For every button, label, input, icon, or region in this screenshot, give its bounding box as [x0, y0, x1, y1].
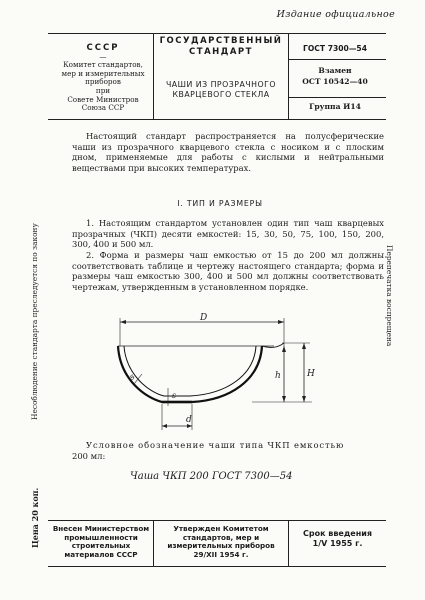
footer-submitted-line: Внесен Министерством: [52, 524, 150, 533]
header-bottom-border: [48, 119, 386, 120]
intro-paragraph: Настоящий стандарт распространяется на полусферические чаши из прозрачного кварцевого стекла с носиком и с плоским дном, применяемые для работы с кислыми и нейтральными веществами при высоких температурах.: [72, 131, 384, 173]
replaces-value: ОСТ 10542—40: [302, 77, 368, 86]
title-line1: ЧАШИ ИЗ ПРОЗРАЧНОГО: [165, 80, 277, 89]
designation-line1: Условное обозначение чаши типа ЧКП емкостью: [86, 440, 345, 450]
title-line2: КВАРЦЕВОГО СТЕКЛА: [172, 90, 270, 99]
document-title: [156, 80, 286, 100]
header-divider-left: [153, 33, 154, 120]
country-label: СССР: [86, 43, 120, 53]
footer-top-border: [48, 520, 386, 521]
committee-line: приборов: [85, 77, 121, 87]
edition-label: Издание официальное: [276, 9, 395, 20]
header-right-rule-2: [289, 97, 386, 98]
replaces-label: Взамен: [318, 66, 352, 75]
dim-H-label: H: [307, 369, 315, 379]
committee-line: Комитет стандартов,: [63, 60, 143, 70]
footer-approved: [156, 525, 286, 559]
issuing-authority: [53, 44, 153, 113]
header-divider-right: [288, 33, 289, 120]
committee-line: Совете Министров: [67, 94, 139, 104]
footer-effective-line: Срок введения: [302, 529, 372, 538]
standard-number: ГОСТ 7300—54: [303, 44, 367, 53]
header-right-rule-1: [289, 59, 386, 60]
footer-approved-line: измерительных приборов: [167, 541, 275, 551]
standard-type: [156, 36, 286, 58]
footer-bottom-border: [48, 566, 386, 567]
price-label: Цена 20 коп.: [30, 487, 40, 548]
footer-approved-line: Утвержден Комитетом: [173, 524, 269, 533]
designation-text: [72, 440, 372, 462]
dim-d-label: d: [186, 415, 192, 425]
committee-line: при: [95, 85, 111, 95]
group-code: Группа И14: [309, 102, 361, 111]
footer-divider-right: [288, 520, 289, 567]
standard-type-line2: СТАНДАРТ: [189, 47, 253, 57]
standard-type-line1: ГОСУДАРСТВЕННЫЙ: [159, 36, 283, 46]
footer-approved-line: стандартов, мер и: [182, 532, 260, 542]
committee-line: мер и измерительных: [61, 68, 145, 78]
dim-s-wall-label: s: [127, 371, 137, 382]
footer-submitted: [50, 525, 152, 559]
dash: —: [99, 51, 107, 61]
side-left-note: Несоблюдение стандарта преследуется по закону: [30, 223, 39, 420]
footer-divider-left: [153, 520, 154, 567]
committee-line: Союза ССР: [81, 103, 125, 113]
footer-submitted-line: материалов СССР: [64, 549, 138, 559]
side-right-note: Перепечатка воспрещена: [385, 245, 394, 347]
designation-example: Чаша ЧКП 200 ГОСТ 7300—54: [130, 471, 293, 482]
footer-effective: [290, 529, 385, 549]
footer-effective-line: 1/V 1955 г.: [312, 539, 363, 548]
section-title: I. ТИП И РАЗМЕРЫ: [177, 199, 263, 208]
footer-approved-line: 29/XII 1954 г.: [193, 549, 249, 559]
dim-D-label: D: [200, 313, 208, 323]
header-top-border: [48, 33, 386, 34]
clause-2: 2. Форма и размеры чаш емкостью от 15 до 200 мл должны соответствовать таблице и чертежу настоящего стандарта; форма и размеры чаш емкостью 300, 400 и 500 мл должны соответствовать чертежам, утвержденным в установленном порядке.: [72, 250, 384, 292]
dim-s-bottom-label: s: [172, 391, 177, 400]
designation-line2: 200 мл:: [72, 451, 106, 461]
clause-1: 1. Настоящим стандартом установлен один тип чаш кварцевых прозрачных (ЧКП) десяти емкостей: 15, 30, 50, 75, 100, 150, 200, 300, 400 и 500 мл.: [72, 218, 384, 250]
footer-submitted-line: строительных: [71, 541, 131, 551]
dim-h-label: h: [275, 371, 281, 381]
footer-submitted-line: промышленности: [64, 532, 138, 542]
bowl-drawing: [112, 310, 342, 440]
